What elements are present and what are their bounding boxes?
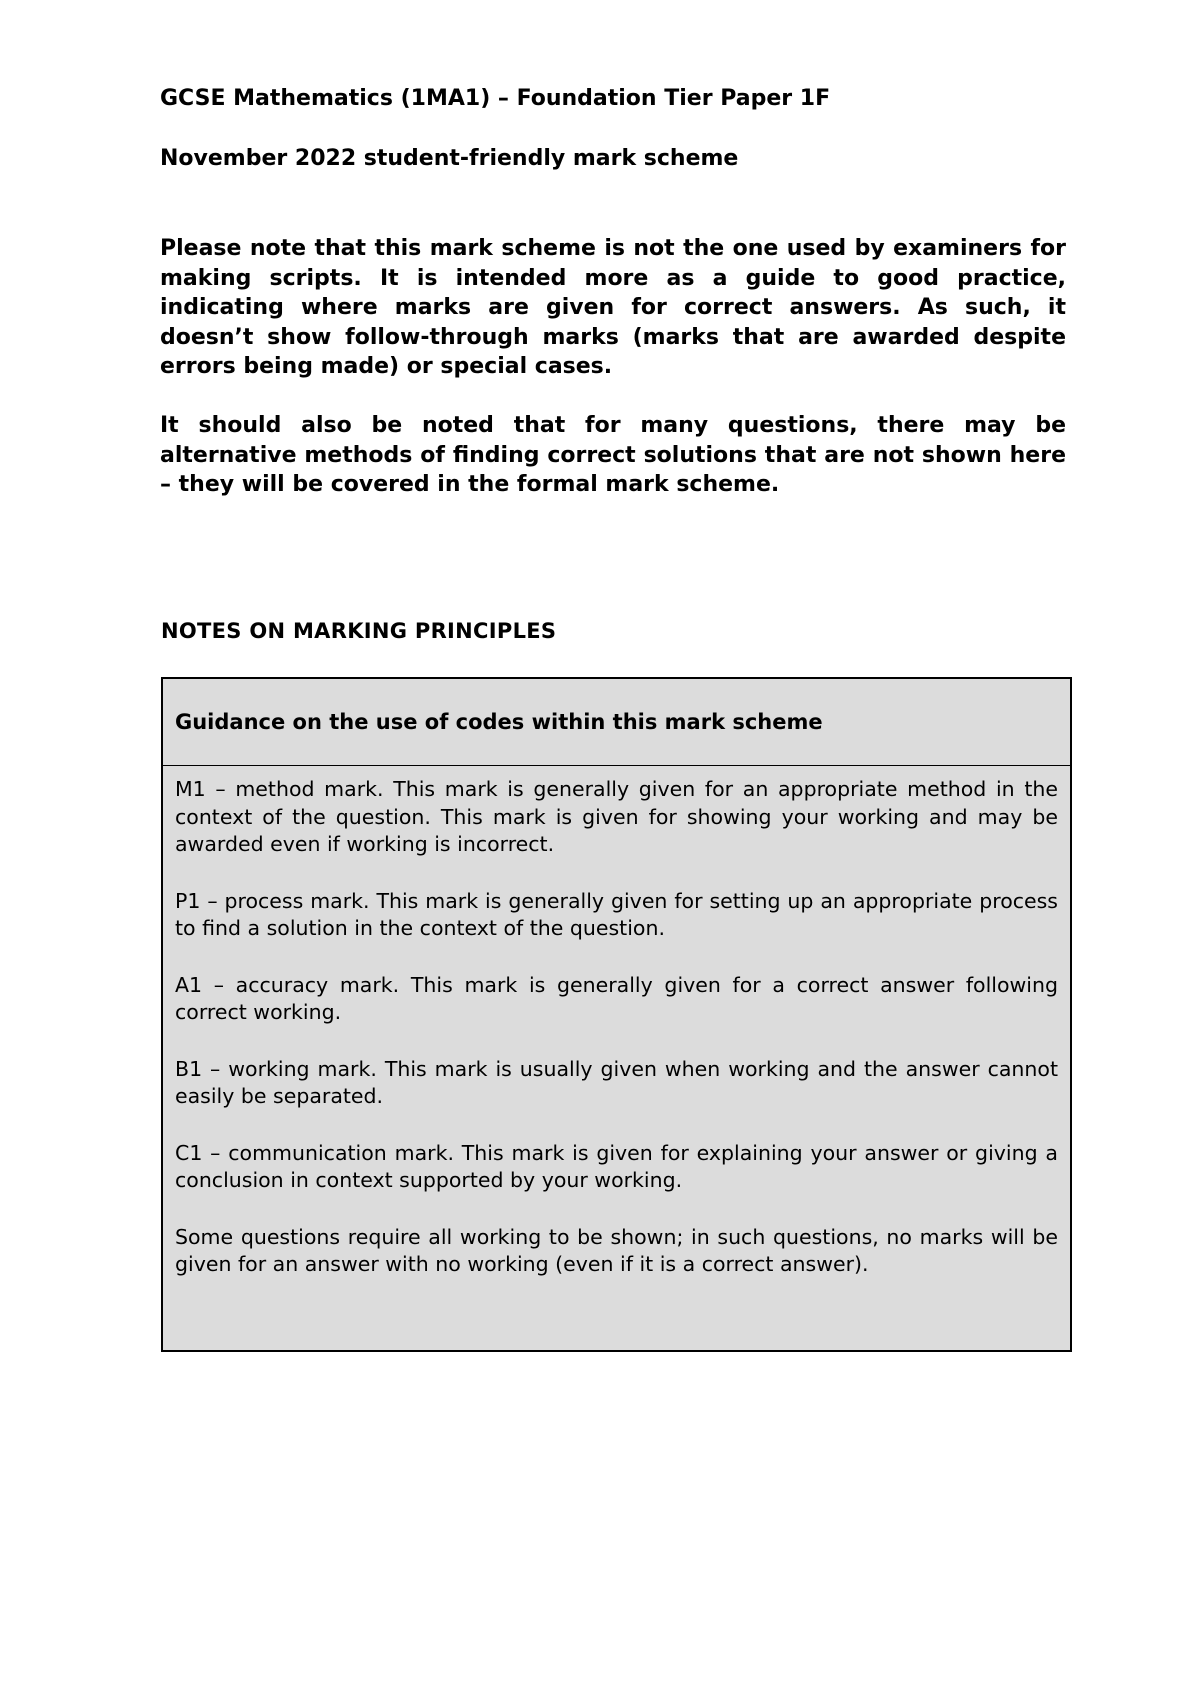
intro-paragraph-alternatives: It should also be noted that for many questions, there may be alternative methods of finding correct solutions that are not shown here – they will be covered in the formal mark scheme. — [160, 413, 1066, 497]
working-requirement-note: Some questions require all working to be shown; in such questions, no marks will be given for an answer with no working (even if it is a correct answer). — [175, 1224, 1058, 1276]
intro-paragraph-note: Please note that this mark scheme is not the one used by examiners for making scripts. It is intended more as a guide to good practice, indicating where marks are given for correct answers. As such, it doesn’t show follow-through marks (marks that are awarded despite errors being made) or special cases. — [160, 236, 1066, 379]
code-c1-description: C1 – communication mark. This mark is given for explaining your answer or giving a conclusion in context supported by your working. — [175, 1140, 1058, 1192]
code-p1-description: P1 – process mark. This mark is generally given for setting up an appropriate process to find a solution in the context of the question. — [175, 888, 1058, 940]
guidance-box — [161, 677, 1072, 1352]
section-heading-marking-principles: NOTES ON MARKING PRINCIPLES — [161, 619, 557, 643]
guidance-box-body — [163, 766, 1070, 1279]
document-subtitle: November 2022 student-friendly mark scheme — [160, 146, 739, 171]
code-m1-description: M1 – method mark. This mark is generally given for an appropriate method in the context of the question. This mark is given for showing your working and may be awarded even if working is incorrect. — [175, 777, 1058, 856]
guidance-box-heading: Guidance on the use of codes within this mark scheme — [163, 679, 1070, 766]
code-a1-description: A1 – accuracy mark. This mark is generally given for a correct answer following correct working. — [175, 972, 1058, 1024]
document-title: GCSE Mathematics (1MA1) – Foundation Tier Paper 1F — [160, 86, 831, 111]
code-b1-description: B1 – working mark. This mark is usually given when working and the answer cannot easily be separated. — [175, 1056, 1058, 1108]
